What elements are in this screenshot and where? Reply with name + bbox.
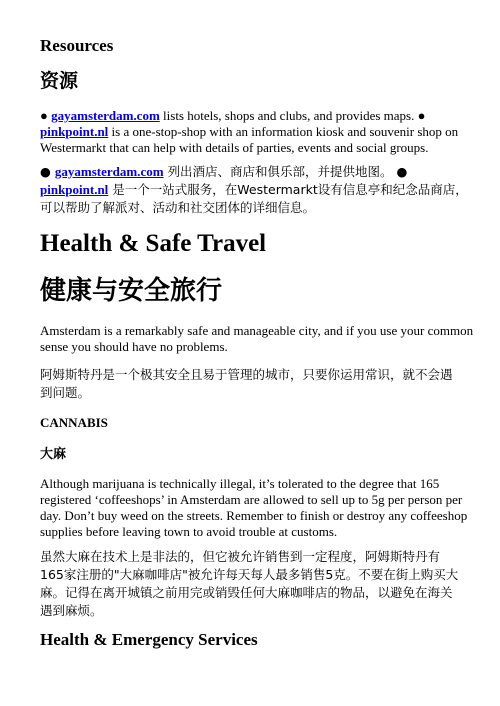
gayamsterdam-link[interactable]: gayamsterdam.com bbox=[51, 108, 160, 123]
health-intro-en-line-2: sense you should have no problems. bbox=[40, 339, 228, 354]
resources-zh-text-2: 是一个一站式服务，在Westermarkt设有信息亭和纪念品商店， bbox=[108, 182, 468, 197]
resources-en-line-1 bbox=[40, 108, 470, 124]
cannabis-en-line-3: day. Don’t buy weed on the streets. Remember to finish or destroy any coffeeshop bbox=[40, 508, 468, 523]
cannabis-en-line-4: supplies before leaving town to avoid trouble at customs. bbox=[40, 524, 338, 539]
health-intro-en bbox=[40, 323, 474, 355]
cannabis-en-line-2: registered ‘coffeeshops’ in Amsterdam are allowed to sell up to 5g per person per bbox=[40, 492, 463, 507]
cannabis-heading-zh: 大麻 bbox=[40, 447, 67, 462]
pinkpoint-link-zh[interactable]: pinkpoint.nl bbox=[40, 182, 109, 197]
health-intro-zh-line-2: 到问题。 bbox=[40, 385, 91, 400]
gayamsterdam-link-zh[interactable]: gayamsterdam.com bbox=[54, 164, 164, 179]
bullet-icon: ● bbox=[40, 164, 55, 179]
resources-paragraph-en bbox=[40, 108, 470, 156]
cannabis-zh-line-2: 165家注册的"大麻咖啡店"被允许每天每人最多销售5克。不要在街上购买大 bbox=[40, 567, 459, 582]
cannabis-zh-line-1: 虽然大麻在技术上是非法的，但它被允许销售到一定程度，阿姆斯特丹有 bbox=[40, 549, 441, 564]
resources-zh-text-1: 列出酒店、商店和俱乐部，并提供地图。 ● bbox=[163, 164, 408, 179]
resources-heading-zh: 资源 bbox=[40, 70, 79, 92]
emergency-heading-en: Health & Emergency Services bbox=[40, 630, 258, 649]
cannabis-zh-line-3: 麻。记得在离开城镇之前用完或销毁任何大麻咖啡店的物品，以避免在海关 bbox=[40, 585, 453, 600]
health-intro-zh-line-1: 阿姆斯特丹是一个极其安全且易于管理的城市，只要你运用常识，就不会遇 bbox=[40, 367, 453, 382]
bullet-icon: ● bbox=[40, 108, 52, 123]
resources-en-line-3: Westermarkt that can help with details of parties, events and social groups. bbox=[40, 140, 429, 155]
health-intro-en-line-1: Amsterdam is a remarkably safe and manageable city, and if you use your common bbox=[40, 323, 474, 338]
cannabis-body-zh bbox=[40, 548, 470, 620]
cannabis-heading-en: CANNABIS bbox=[40, 415, 108, 430]
cannabis-body-en bbox=[40, 476, 470, 540]
resources-en-text-1: lists hotels, shops and clubs, and provides maps. ● bbox=[159, 108, 426, 123]
resources-heading-en: Resources bbox=[40, 36, 114, 55]
resources-en-line-2 bbox=[40, 124, 470, 140]
resources-zh-line-3: 可以帮助了解派对、活动和社交团体的详细信息。 bbox=[40, 200, 316, 215]
resources-zh-line-2 bbox=[40, 181, 470, 199]
pinkpoint-link[interactable]: pinkpoint.nl bbox=[40, 124, 109, 139]
resources-zh-line-1 bbox=[40, 163, 470, 181]
health-intro-zh bbox=[40, 366, 470, 402]
resources-paragraph-zh bbox=[40, 163, 470, 217]
cannabis-zh-line-4: 遇到麻烦。 bbox=[40, 603, 103, 618]
resources-en-text-2: is a one-stop-shop with an information kiosk and souvenir shop on bbox=[108, 124, 459, 139]
health-heading-en: Health & Safe Travel bbox=[40, 230, 267, 257]
cannabis-en-line-1: Although marijuana is technically illegal, it’s tolerated to the degree that 165 bbox=[40, 476, 440, 491]
health-heading-zh: 健康与安全旅行 bbox=[40, 276, 223, 306]
